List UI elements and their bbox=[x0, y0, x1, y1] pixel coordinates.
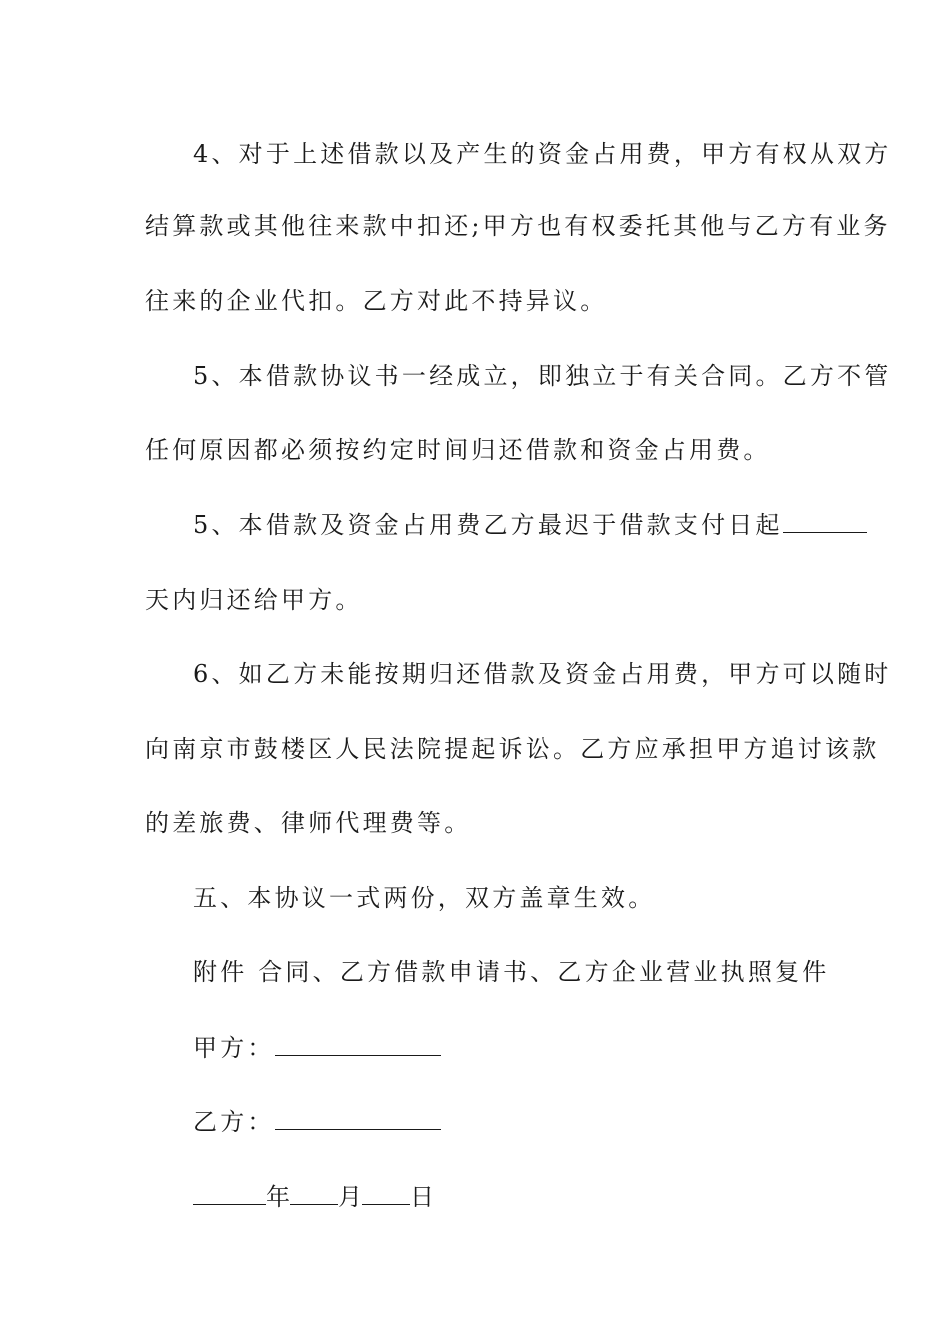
year-blank bbox=[193, 1182, 266, 1205]
attachment-line: 附件 合同、乙方借款申请书、乙方企业营业执照复件 bbox=[193, 958, 830, 986]
paragraph-4-line-2: 结算款或其他往来款中扣还;甲方也有权委托其他与乙方有业务 bbox=[145, 212, 891, 240]
date-line bbox=[193, 1182, 858, 1212]
year-label: 年 bbox=[266, 1183, 290, 1211]
party-a-label: 甲方： bbox=[193, 1034, 275, 1062]
paragraph-5b-line-2: 天内归还给甲方。 bbox=[145, 586, 363, 614]
party-b-label: 乙方： bbox=[193, 1108, 275, 1136]
paragraph-5b-line-1 bbox=[193, 510, 813, 540]
paragraph-5a-line-1: 5、本借款协议书一经成立，即独立于有关合同。乙方不管 bbox=[193, 362, 892, 390]
paragraph-4-line-1: 4、对于上述借款以及产生的资金占用费，甲方有权从双方 bbox=[193, 140, 892, 168]
month-blank bbox=[290, 1182, 338, 1205]
party-a-signature bbox=[193, 1033, 858, 1063]
party-b-signature bbox=[193, 1107, 858, 1137]
section-five-line: 五、本协议一式两份，双方盖章生效。 bbox=[193, 884, 656, 912]
party-a-blank bbox=[275, 1033, 441, 1056]
day-label: 日 bbox=[410, 1183, 434, 1211]
paragraph-5b-text: 5、本借款及资金占用费乙方最迟于借款支付日起 bbox=[193, 511, 783, 539]
party-b-blank bbox=[275, 1107, 441, 1130]
paragraph-6-line-2: 向南京市鼓楼区人民法院提起诉讼。乙方应承担甲方追讨该款 bbox=[145, 735, 880, 763]
day-blank bbox=[362, 1182, 410, 1205]
paragraph-4-line-3: 往来的企业代扣。乙方对此不持异议。 bbox=[145, 287, 608, 315]
paragraph-6-line-3: 的差旅费、律师代理费等。 bbox=[145, 809, 472, 837]
month-label: 月 bbox=[338, 1183, 362, 1211]
days-blank bbox=[783, 510, 867, 533]
paragraph-5a-line-2: 任何原因都必须按约定时间归还借款和资金占用费。 bbox=[145, 436, 771, 464]
paragraph-6-line-1: 6、如乙方未能按期归还借款及资金占用费，甲方可以随时 bbox=[193, 660, 892, 688]
